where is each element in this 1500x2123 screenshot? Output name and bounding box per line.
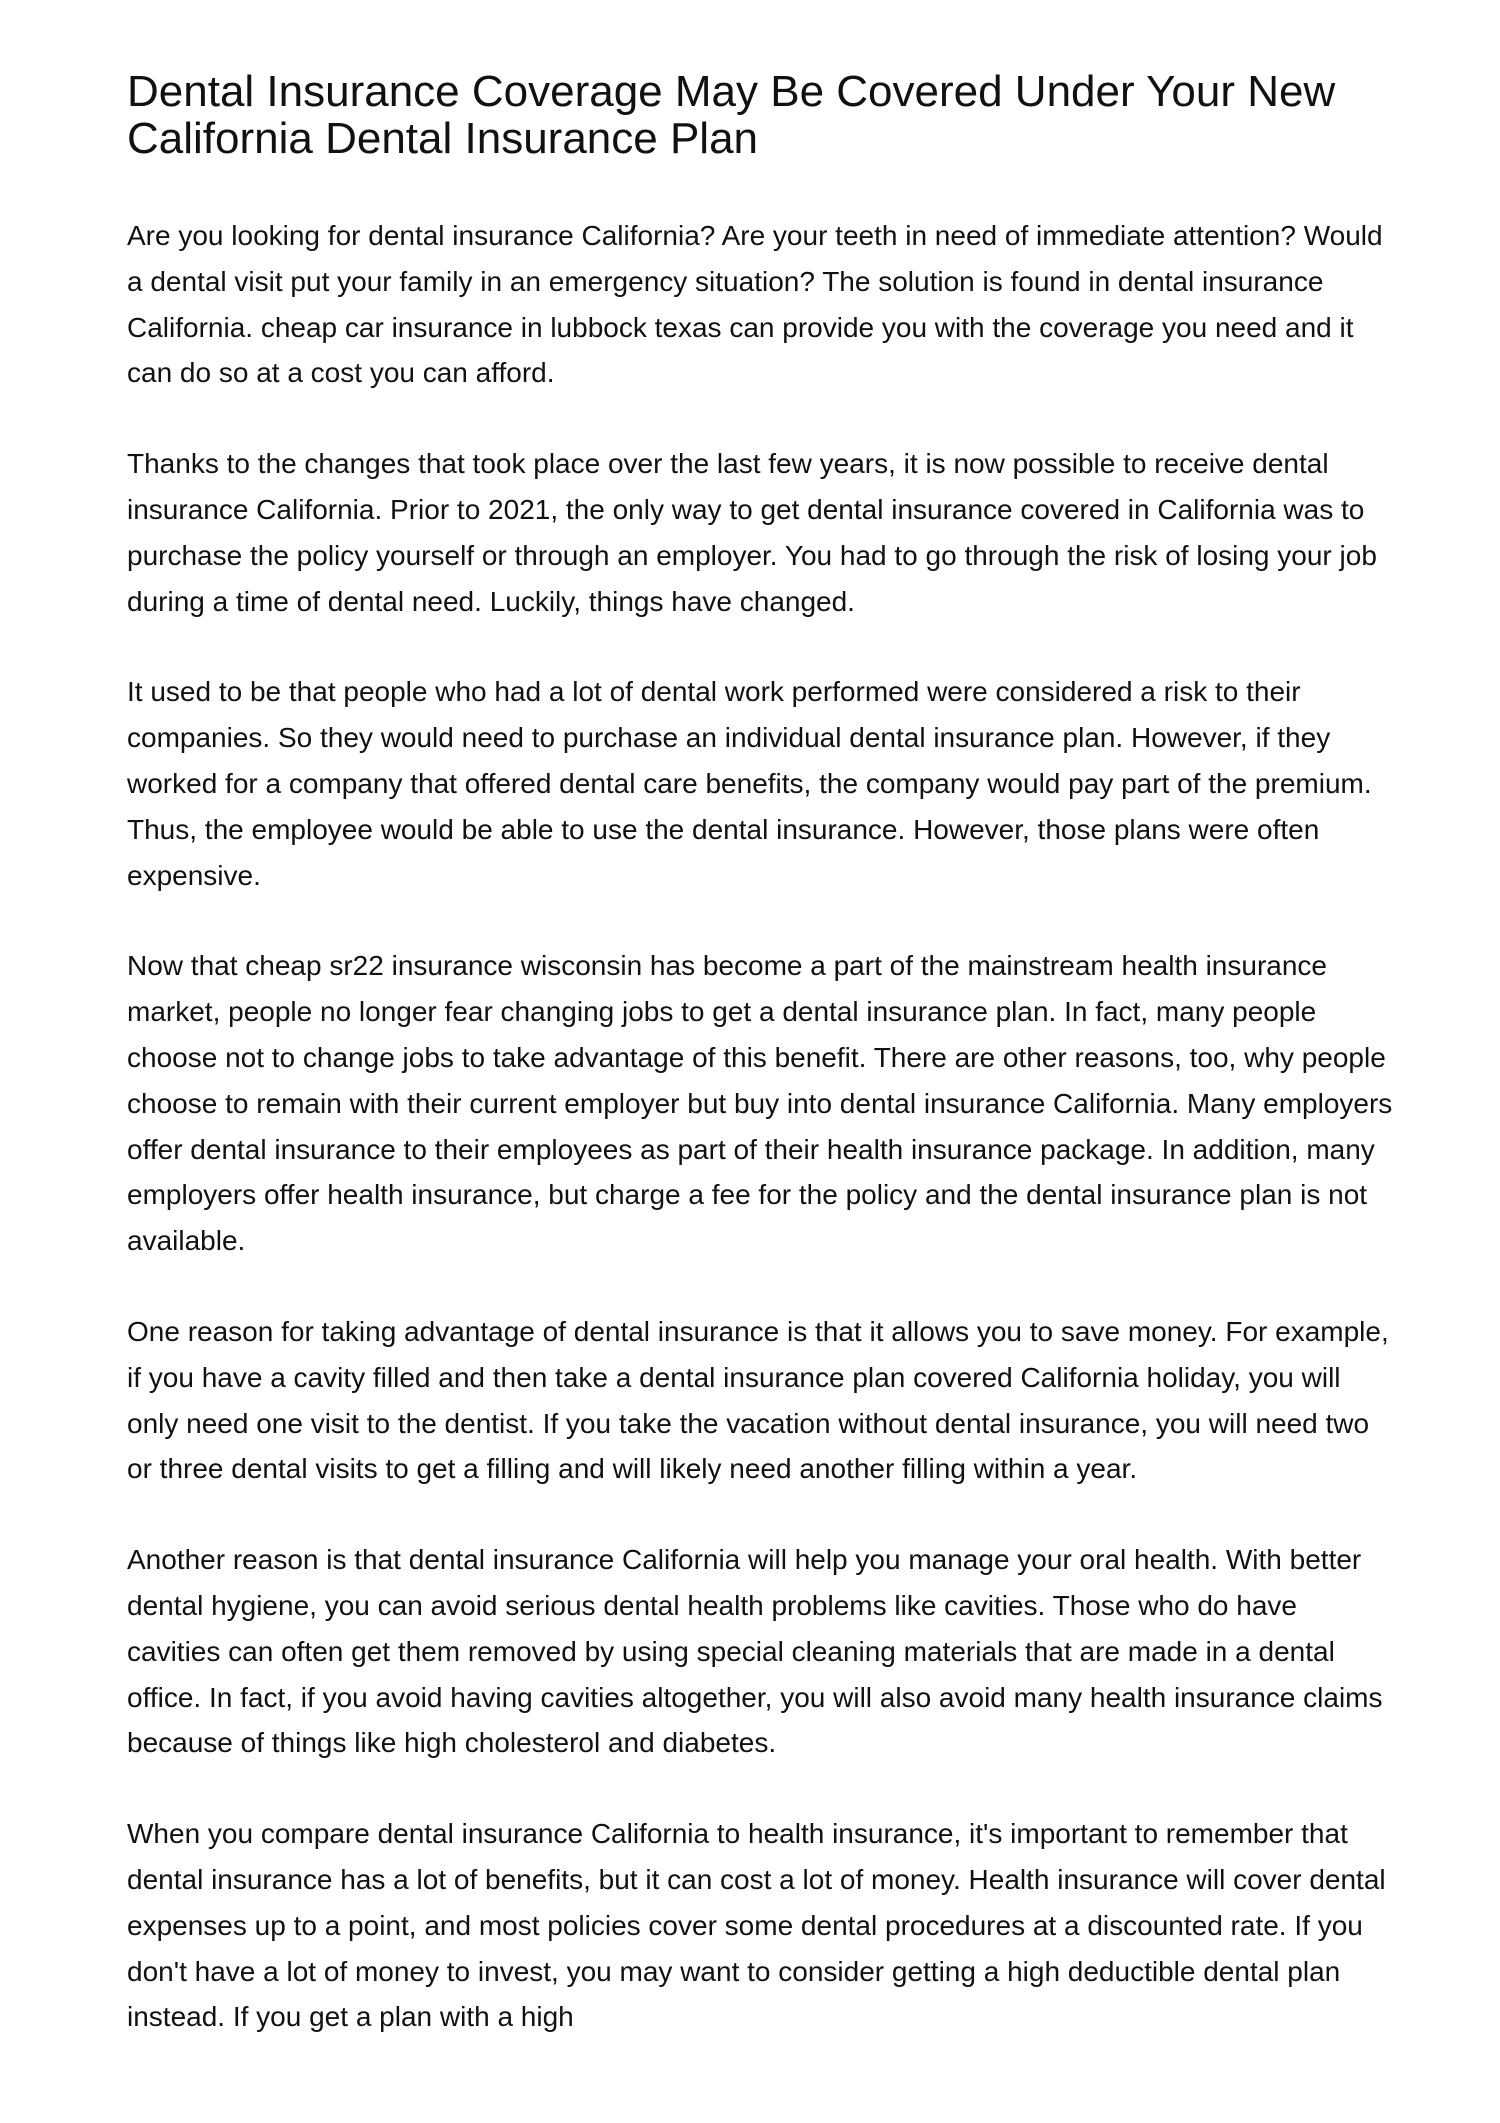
article-body xyxy=(127,213,1397,2085)
paragraph: When you compare dental insurance California to health insurance, it's important to remember that dental insurance has a lot of benefits, but it can cost a lot of money. Health insurance will cover dental expenses up to a point, and most policies cover some dental procedures at a discounted rate. If you don't have a lot of money to invest, you may want to consider getting a high deductible dental plan instead. If you get a plan with a high xyxy=(127,1818,1386,2033)
paragraph: Now that cheap sr22 insurance wisconsin has become a part of the mainstream health insurance market, people no longer fear changing jobs to get a dental insurance plan. In fact, many people choose not to change jobs to take advantage of this benefit. There are other reasons, too, why people choose to remain with their current employer but buy into dental insurance California. Many employers offer dental insurance to their employees as part of their health insurance package. In addition, many employers offer health insurance, but charge a fee for the policy and the dental insurance plan is not available. xyxy=(127,950,1393,1257)
paragraph: Are you looking for dental insurance California? Are your teeth in need of immediate attention? Would a dental visit put your family in an emergency situation? The solution is found in dental insurance California. cheap car insurance in lubbock texas can provide you with the coverage you need and it can do so at a cost you can afford. xyxy=(127,220,1383,389)
paragraph: It used to be that people who had a lot of dental work performed were considered a risk to their companies. So they would need to purchase an individual dental insurance plan. However, if they worked for a company that offered dental care benefits, the company would pay part of the premium. Thus, the employee would be able to use the dental insurance. However, those plans were often expensive. xyxy=(127,676,1372,891)
paragraph: Thanks to the changes that took place over the last few years, it is now possible to receive dental insurance California. Prior to 2021, the only way to get dental insurance covered in California was to purchase the policy yourself or through an employer. You had to go through the risk of losing your job during a time of dental need. Luckily, things have changed. xyxy=(127,448,1377,617)
paragraph: Another reason is that dental insurance California will help you manage your oral health. With better dental hygiene, you can avoid serious dental health problems like cavities. Those who do have cavities can often get them removed by using special cleaning materials that are made in a dental office. In fact, if you avoid having cavities altogether, you will also avoid many health insurance claims because of things like high cholesterol and diabetes. xyxy=(127,1544,1383,1759)
paragraph: One reason for taking advantage of dental insurance is that it allows you to save money. For example, if you have a cavity filled and then take a dental insurance plan covered California holiday, you will only need one visit to the dentist. If you take the vacation without dental insurance, you will need two or three dental visits to get a filling and will likely need another filling within a year. xyxy=(127,1315,1389,1485)
page-title: Dental Insurance Coverage May Be Covered Under Your New California Dental Insurance Plan xyxy=(127,67,1336,163)
